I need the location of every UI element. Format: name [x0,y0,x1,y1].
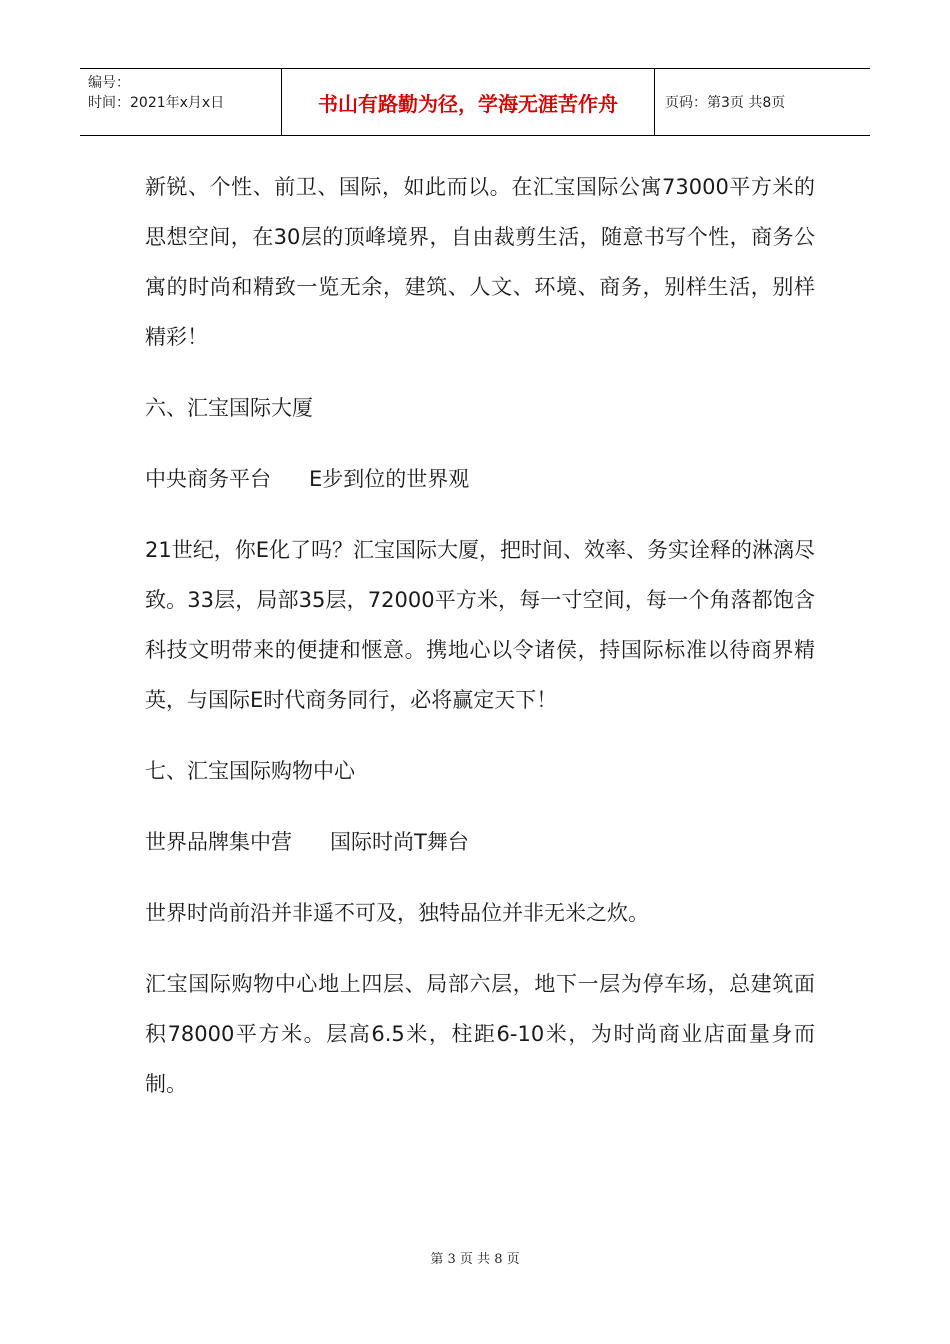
page-footer: 第 3 页 共 8 页 [430,1252,520,1267]
header-motto: 书山有路勤为径，学海无涯苦作舟 [282,69,655,135]
header-page-info: 页码：第3页 共8页 [665,95,786,111]
subtitle-tower-part2: E步到位的世界观 [309,467,470,491]
document-body [145,162,815,1130]
subtitle-mall [145,817,815,867]
document-time-label: 时间：2021年x月x日 [88,95,225,111]
paragraph-apartment: 新锐、个性、前卫、国际，如此而以。在汇宝国际公寓73000平方米的思想空间，在30层的顶峰境界，自由裁剪生活，随意书写个性，商务公寓的时尚和精致一览无余，建筑、人文、环境、商务，别样生活，别样精彩！ [145,175,815,349]
paragraph-mall-intro: 世界时尚前沿并非遥不可及，独特品位并非无米之炊。 [145,901,649,925]
subtitle-tower [145,454,815,504]
section-heading-tower: 六、汇宝国际大厦 [145,396,313,420]
header-meta [80,69,282,135]
subtitle-tower-part1: 中央商务平台 [145,467,271,491]
paragraph-tower: 21世纪，你E化了吗？汇宝国际大厦，把时间、效率、务实诠释的淋漓尽致。33层，局部35层，72000平方米，每一寸空间，每一个角落都饱含科技文明带来的便捷和惬意。携地心以令诸侯，持国际标准以待商界精英，与国际E时代商务同行，必将赢定天下！ [145,538,815,712]
document-number-label: 编号： [88,75,130,91]
subtitle-mall-part1: 世界品牌集中营 [145,830,292,854]
section-heading-mall: 七、汇宝国际购物中心 [145,759,355,783]
subtitle-mall-part2: 国际时尚T舞台 [330,830,469,854]
page-header [80,68,870,136]
paragraph-mall-details: 汇宝国际购物中心地上四层、局部六层，地下一层为停车场，总建筑面积78000平方米。层高6.5米，柱距6-10米，为时尚商业店面量身而制。 [145,972,815,1096]
